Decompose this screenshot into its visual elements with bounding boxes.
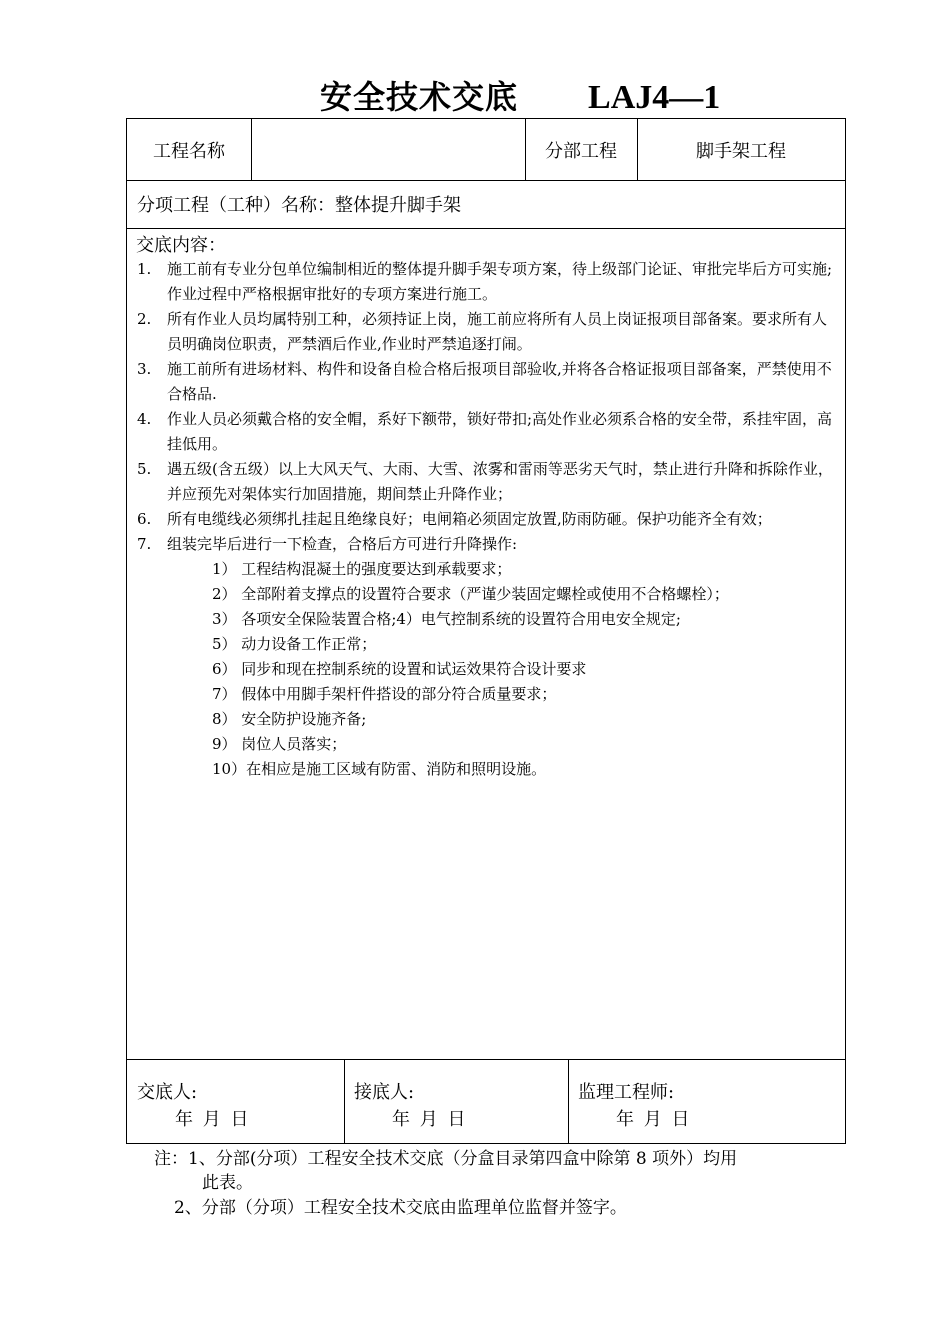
check-list	[167, 557, 839, 782]
content-item	[127, 457, 845, 507]
check-item: 5） 动力设备工作正常；	[212, 635, 377, 653]
project-name-field[interactable]	[251, 119, 526, 180]
check-item: 3） 各项安全保险装置合格;4）电气控制系统的设置符合用电安全规定;	[212, 610, 681, 628]
discloser-date: 年 月 日	[175, 1109, 249, 1130]
supervisor-date: 年 月 日	[616, 1109, 690, 1130]
receiver-date: 年 月 日	[392, 1109, 466, 1130]
content-item	[127, 257, 845, 307]
content-heading: 交底内容：	[136, 235, 226, 256]
note-line-2: 2、分部（分项）工程安全技术交底由监理单位监督并签字。	[174, 1198, 627, 1218]
subitem-name: 分项工程（工种）名称：整体提升脚手架	[137, 195, 461, 216]
content-items	[127, 257, 845, 782]
disclosure-form	[126, 118, 846, 1144]
check-item: 7） 假体中用脚手架杆件搭设的部分符合质量要求；	[212, 685, 557, 703]
note-line-1-cont: 此表。	[202, 1173, 253, 1193]
subitem-row	[127, 180, 845, 229]
check-item: 2） 全部附着支撑点的设置符合要求（严谨少装固定螺栓或使用不合格螺栓）；	[212, 585, 729, 603]
item-text: 施工前有专业分包单位编制相近的整体提升脚手架专项方案，待上级部门论证、审批完毕后方可实施;作业过程中严格根据审批好的专项方案进行施工。	[167, 260, 833, 303]
check-item: 9） 岗位人员落实；	[212, 735, 347, 753]
project-name-label: 工程名称	[127, 119, 252, 180]
item-number: 3.	[137, 360, 152, 378]
check-item: 8） 安全防护设施齐备;	[212, 710, 367, 728]
check-item: 10）在相应是施工区域有防雷、消防和照明设施。	[212, 760, 547, 778]
content-item	[127, 507, 845, 532]
item-text: 所有电缆线必须绑扎挂起且绝缘良好；电闸箱必须固定放置,防雨防砸。保护功能齐全有效；	[167, 510, 772, 528]
signature-row	[127, 1059, 845, 1144]
content-item	[127, 307, 845, 357]
discloser-cell[interactable]	[127, 1060, 345, 1144]
receiver-cell[interactable]	[344, 1060, 569, 1144]
document-title	[320, 72, 720, 118]
supervisor-label: 监理工程师:	[578, 1082, 675, 1103]
form-code: LAJ4—1	[588, 79, 721, 116]
receiver-label: 接底人:	[354, 1082, 415, 1103]
item-number: 7.	[137, 535, 152, 553]
item-text: 所有作业人员均属特别工种，必须持证上岗，施工前应将所有人员上岗证报项目部备案。要求所有人员明确岗位职责，严禁酒后作业,作业时严禁追逐打闹。	[167, 310, 828, 353]
content-item	[127, 532, 845, 782]
discloser-label: 交底人:	[137, 1082, 198, 1103]
division-value: 脚手架工程	[696, 140, 786, 162]
check-item: 6） 同步和现在控制系统的设置和试运效果符合设计要求	[212, 660, 587, 678]
item-text: 组装完毕后进行一下检查，合格后方可进行升降操作:	[167, 535, 518, 553]
content-item	[127, 407, 845, 457]
note-line-1: 注：1、分部(分项）工程安全技术交底（分盒目录第四盒中除第 8 项外）均用	[154, 1149, 738, 1169]
item-number: 2.	[137, 310, 152, 328]
content-item	[127, 357, 845, 407]
title-main: 安全技术交底	[320, 78, 519, 116]
supervisor-cell[interactable]	[568, 1060, 845, 1144]
check-item: 1） 工程结构混凝土的强度要达到承载要求；	[212, 560, 512, 578]
disclosure-content	[127, 229, 845, 1059]
header-row	[127, 119, 845, 181]
item-number: 4.	[137, 410, 152, 428]
item-text: 作业人员必须戴合格的安全帽，系好下额带，锁好带扣;高处作业必须系合格的安全带，系挂牢固，高挂低用。	[167, 410, 833, 453]
item-text: 遇五级(含五级）以上大风天气、大雨、大雪、浓雾和雷雨等恶劣天气时，禁止进行升降和拆除作业，并应预先对架体实行加固措施，期间禁止升降作业；	[167, 460, 833, 503]
item-number: 5.	[137, 460, 152, 478]
item-text: 施工前所有进场材料、构件和设备自检合格后报项目部验收,并将各合格证报项目部备案，严禁使用不合格品.	[167, 360, 832, 403]
item-number: 1.	[137, 260, 152, 278]
division-label: 分部工程	[525, 119, 638, 180]
item-number: 6.	[137, 510, 152, 528]
